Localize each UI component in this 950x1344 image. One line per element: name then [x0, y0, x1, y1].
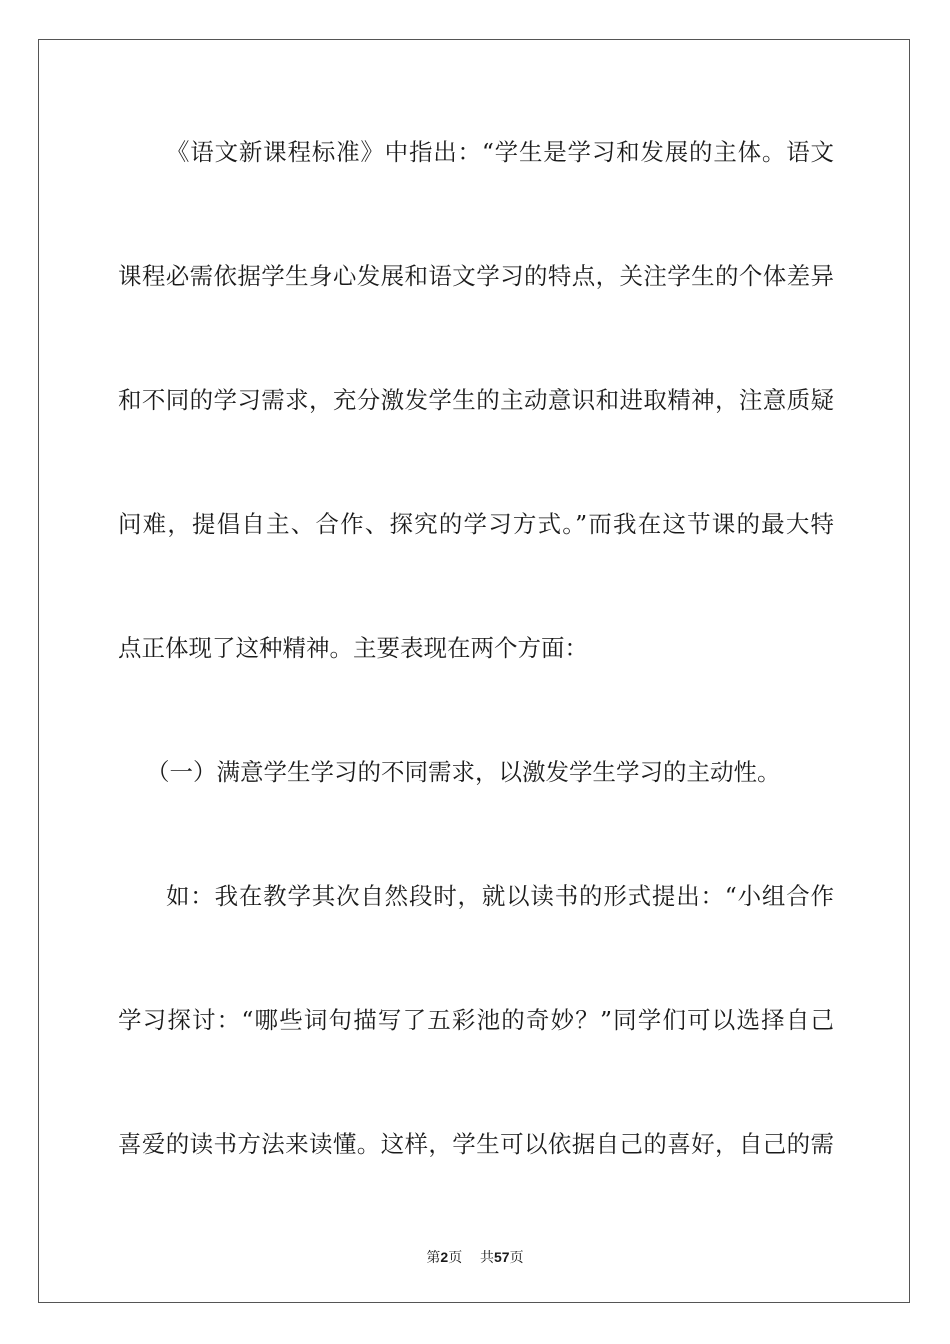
- paragraph-1-line-4: 问难，提倡自主、合作、探究的学习方式。”而我在这节课的最大特: [118, 510, 834, 538]
- page-footer: [0, 1247, 950, 1267]
- footer-page-suffix: 页: [448, 1250, 463, 1266]
- paragraph-2-line-3: 喜爱的读书方法来读懂。这样，学生可以依据自己的喜好，自己的需: [118, 1130, 834, 1158]
- paragraph-1-line-1: 《语文新课程标准》中指出：“学生是学习和发展的主体。语文: [166, 138, 834, 166]
- footer-page-number: 2: [440, 1249, 449, 1265]
- paragraph-1-line-3: 和不同的学习需求，充分激发学生的主动意识和进取精神，注意质疑: [118, 386, 834, 414]
- paragraph-1-line-2: 课程必需依据学生身心发展和语文学习的特点，关注学生的个体差异: [118, 262, 834, 290]
- paragraph-2-line-2: 学习探讨：“哪些词句描写了五彩池的奇妙？”同学们可以选择自己: [118, 1006, 834, 1034]
- footer-total-pages: 57: [494, 1249, 510, 1265]
- paragraph-2-line-1: 如：我在教学其次自然段时，就以读书的形式提出：“小组合作: [166, 882, 834, 910]
- section-heading-1: （一）满意学生学习的不同需求，以激发学生学习的主动性。: [146, 758, 781, 786]
- footer-total-suffix: 页: [509, 1250, 524, 1266]
- paragraph-1-line-5: 点正体现了这种精神。主要表现在两个方面：: [118, 634, 588, 662]
- footer-total-prefix: 共: [480, 1250, 495, 1266]
- page-border: [38, 39, 910, 1303]
- footer-page-prefix: 第: [426, 1250, 441, 1266]
